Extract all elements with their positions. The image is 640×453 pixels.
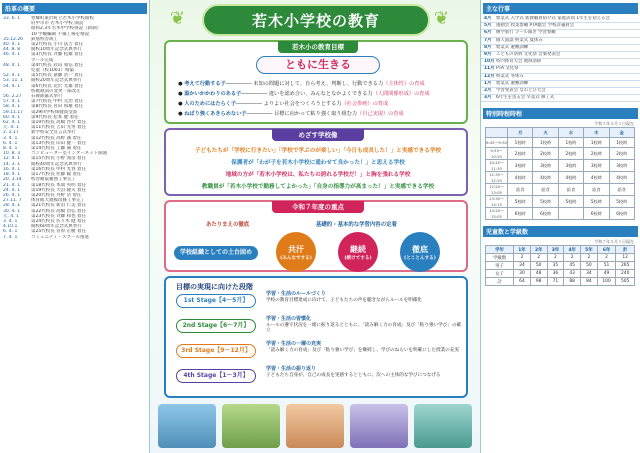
history-date: 20. 3.14	[3, 177, 22, 183]
stage-desc: 「読み解く力の育成」及び「粘り強い学び」を継続し、学びのねらいを明確にした授業の充実	[266, 347, 459, 353]
photo-4	[350, 404, 408, 448]
history-list	[0, 16, 149, 240]
schedule-head-cell: 金	[609, 128, 634, 138]
schedule-cell: 6校時	[533, 208, 558, 220]
schedule-cell: 3校時	[533, 160, 558, 172]
history-date: 27.11. 7	[3, 198, 22, 204]
students-cell: 計	[486, 278, 514, 286]
history-text: 校歌歌詞の変更一部改正	[31, 88, 81, 94]
vision-line: 子どもたちが「学校に行きたい」「学校で学ぶのが楽しい」「今日も成長した！」と実感できる学校	[194, 148, 442, 154]
circle-tettei	[400, 232, 440, 272]
students-table	[485, 245, 635, 286]
education-column	[150, 0, 480, 453]
students-cell: 71	[547, 278, 564, 286]
students-head-cell: 4年	[564, 246, 581, 254]
students-cell: 女子	[486, 270, 514, 278]
event-row	[481, 45, 640, 52]
schedule-cell: 3校時	[508, 160, 533, 172]
schedule-time: 9:35～10:20	[486, 148, 508, 160]
stage-heading: 学習・生活のルールづくり	[266, 291, 326, 297]
schedule-cell: 4校時	[533, 172, 558, 184]
stage-pill: 3rd Stage【9～12月】	[176, 344, 256, 358]
circle-kyokan-sub: (みんなでする)	[280, 255, 312, 261]
history-text: 第2代校長 小川 法吉 着任	[31, 42, 84, 48]
event-month: 8月	[484, 44, 492, 50]
events-heading: 主な行事	[483, 3, 638, 14]
students-head-cell: 3年	[547, 246, 564, 254]
history-date: 58. 4. 1	[3, 104, 21, 110]
history-text: 第19代校長 大沼 隆夫 着任	[31, 187, 87, 193]
event-month: 11月	[484, 66, 495, 72]
stage-pill: 4th Stage【1～3月】	[176, 369, 256, 383]
history-date: 46. 4. 1	[3, 52, 21, 58]
history-text: 第4代校長 武田 義信 着任	[31, 62, 84, 68]
schedule-note: 令和７年４月１日現在	[594, 121, 634, 127]
students-cell: 100	[597, 278, 616, 286]
history-date: 33. 6. 1	[3, 16, 21, 21]
goal-result: （社会参画）の育成	[341, 101, 389, 107]
history-heading: 沿革の概要	[2, 3, 147, 14]
page-title-banner	[202, 4, 430, 36]
stage-box	[164, 276, 468, 398]
history-date: 3. 4. 1	[3, 218, 18, 224]
history-date: 48. 4. 1	[3, 62, 21, 68]
schedule-cell: 5校時	[584, 196, 609, 208]
history-text: コンピューター室インターネット開通	[31, 151, 108, 157]
event-text: 修学旅行 プール開き 学習参観	[496, 30, 556, 36]
schedule-head-cell: 木	[584, 128, 609, 138]
students-cell: 2	[597, 254, 616, 262]
students-cell: 84	[581, 278, 598, 286]
vision-tab: めざす学校像	[272, 129, 364, 141]
history-date: 52. 4. 1	[3, 73, 21, 79]
goal-line: ● ねばり強くあきらめない子――――― 目標に向かって粘り強く取り組む力（自己実現）の育成	[178, 111, 404, 117]
students-cell: 49	[597, 270, 616, 278]
circle-keizoku	[338, 232, 378, 272]
students-cell: 男子	[486, 262, 514, 270]
schedule-cell	[558, 208, 583, 220]
event-text: 始業式 避難訓練	[496, 44, 529, 50]
schedule-cell: 5校時	[609, 196, 634, 208]
history-date: 40. 4. 1	[3, 42, 21, 48]
students-head-cell: 2年	[530, 246, 547, 254]
history-date: 元. 4. 1	[3, 125, 19, 131]
history-text: 第22代校長 高橋 昌弘 着任	[31, 208, 87, 214]
history-text: プール完成	[31, 57, 54, 63]
students-cell: 48	[530, 270, 547, 278]
event-row	[481, 74, 640, 81]
schedule-cell: 給食	[558, 184, 583, 196]
history-date: 57. 4. 1	[3, 99, 21, 105]
history-date: 35.12.26	[3, 36, 24, 42]
history-text: 10 学級編制 不備工場を増設	[31, 31, 90, 37]
schedule-cell: 5校時	[533, 196, 558, 208]
history-date: 60. 4. 1	[3, 114, 21, 120]
history-date: 56. 2.27	[3, 94, 22, 100]
history-text: 府中市市 若木小学校 開設	[31, 21, 84, 27]
info-column	[480, 0, 640, 453]
schedule-head-cell: 水	[558, 128, 583, 138]
history-text: 体育館大規模改修工事完了	[31, 198, 85, 204]
history-text: 第8代校長 宮田 和雄 着任	[31, 104, 84, 110]
schedule-cell: 給食	[584, 184, 609, 196]
event-row	[481, 16, 640, 23]
schedule-cell: 4校時	[584, 172, 609, 184]
schedule-head-cell: 月	[508, 128, 533, 138]
org-bar: 学校組織としての土台固め	[174, 246, 258, 260]
event-text: 個人面談 終業式 夏休み	[496, 37, 543, 43]
history-text: 新学校安全宣言式挙行	[31, 130, 76, 136]
history-date: 12. 4. 1	[3, 156, 21, 162]
students-head-cell: 5年	[581, 246, 598, 254]
circle-tettei-title: 徹底	[412, 244, 428, 254]
stage-text	[266, 367, 462, 378]
schedule-cell: 6校時	[508, 208, 533, 220]
stage-pill: 1st Stage【4～5月】	[176, 294, 256, 308]
history-row	[0, 235, 149, 240]
schedule-cell: 1校時	[584, 138, 609, 148]
history-text: コミュニティ・スクール推進	[31, 234, 89, 240]
event-text: 学習発表会 なわとび大会	[496, 88, 546, 94]
history-date: 54. 4. 1	[3, 83, 21, 89]
schedule-cell: 3校時	[558, 160, 583, 172]
schedule-cell: 3校時	[609, 160, 634, 172]
goal-line: ● 考えて行動する子――――― 未知の問題に対して、自ら考え、判断し、行動できる力（主体性）の育成	[178, 81, 425, 87]
event-row	[481, 88, 640, 95]
event-month: 12月	[484, 73, 495, 79]
goal-result: （主体性）の育成	[383, 81, 425, 87]
schedule-time: 13:30～14:15	[486, 196, 508, 208]
goal-key: ねばり強くあきらめない子	[184, 111, 247, 117]
event-text: 運動会 授業参観 PTA総会 学校評議員会	[496, 23, 575, 29]
event-month: 7月	[484, 37, 492, 43]
students-cell: 265	[616, 262, 635, 270]
history-date: 16. 4. 1	[3, 166, 21, 172]
schedule-cell: 1校時	[508, 138, 533, 148]
circle-keizoku-title: 継続	[350, 244, 366, 254]
circle-kyokan-title: 共汗	[288, 244, 304, 254]
schedule-cell: 3校時	[584, 160, 609, 172]
history-text: 第12代校長 高野 誠 着任	[31, 135, 82, 141]
history-date: 元. 4. 1	[3, 213, 19, 219]
history-text: 第3代校長 斉藤 松雄 着任	[31, 52, 84, 58]
goal-text: ――――― 違いを認め合い、みんなとなかよくできる力	[241, 91, 373, 97]
students-head-cell: 計	[616, 246, 635, 254]
students-cell: 2	[564, 254, 581, 262]
goal-key: 温かいかかわりのある子	[184, 91, 242, 97]
schedule-cell: 1校時	[533, 138, 558, 148]
history-text: 第11代校長 吉田 光男 着任	[31, 125, 87, 131]
history-date: 44. 8. 8	[3, 47, 21, 53]
students-cell: 2	[514, 254, 531, 262]
history-date: 53. 11. 1	[3, 78, 24, 84]
event-row	[481, 38, 640, 45]
goal-text: ――――― よりよい社会をつくろうとする力	[236, 101, 342, 107]
leaf-left-icon: ❦	[170, 8, 186, 29]
history-text: 鉄筋校舎竣工	[31, 36, 58, 42]
schedule-cell: 2校時	[584, 148, 609, 160]
history-text: 豊郷町東沢町立若木小学校開校	[31, 16, 94, 21]
event-text: 校内体育大会 地域清掃	[496, 59, 542, 65]
page-title: 若木小学校の教育	[251, 11, 380, 30]
goal-tab: 若木小の教育目標	[278, 41, 358, 53]
students-cell: 36	[547, 270, 564, 278]
photo-2	[222, 404, 280, 448]
history-text: 第15代校長 小野 義彦 着任	[31, 156, 87, 162]
schedule-cell: 給食	[533, 184, 558, 196]
circle-tettei-sub: (とことんする)	[404, 255, 436, 261]
goal-key: 人のためにはたらく子	[184, 101, 237, 107]
event-row	[481, 81, 640, 88]
photo-5	[414, 404, 472, 448]
students-cell: 51	[597, 262, 616, 270]
schedule-cell: 1校時	[609, 138, 634, 148]
students-cell: 2	[581, 254, 598, 262]
history-text: 第13代校長 山田 健一 着任	[31, 140, 87, 146]
students-heading: 児童数と学級数	[483, 226, 638, 237]
history-text: 校舎耐震補強工事完了	[31, 177, 76, 183]
goal-result: （人間関係形成）の育成	[372, 91, 430, 97]
goal-key: 考えて行動する子	[184, 81, 226, 87]
goal-line: ● 温かいかかわりのある子――――― 違いを認め合い、みんなとなかよくできる力（人間関係形成）の育成	[178, 91, 430, 97]
history-date: 7. 4. 1	[3, 234, 18, 240]
history-date: 4.10.1	[3, 224, 18, 230]
event-month: 9月	[484, 52, 492, 58]
students-cell: 35	[547, 262, 564, 270]
schedule-cell: 6校時	[584, 208, 609, 220]
schedule-cell: 2校時	[558, 148, 583, 160]
students-cell: 34	[581, 270, 598, 278]
focus-tab: 令和７年度の重点	[272, 201, 364, 213]
schedule-cell: 5校時	[508, 196, 533, 208]
students-cell: 12	[616, 254, 635, 262]
schedule-time: 8:45～9:30	[486, 138, 508, 148]
photo-strip	[158, 404, 474, 450]
event-text: こどもの祭典 文化祭 音楽発表会	[496, 52, 561, 58]
history-text: 児童（校1001）増築	[31, 68, 74, 74]
history-date: 8. 4. 1	[3, 146, 18, 152]
goal-line: ● 人のためにはたらく子――――― よりよい社会をつくろうとする力（社会参画）の育成	[178, 101, 389, 107]
event-month: 4月	[484, 16, 492, 21]
schedule-head-cell: 火	[533, 128, 558, 138]
students-cell: 98	[530, 278, 547, 286]
stage-title: 目標の実現に向けた段階	[176, 283, 253, 291]
stage-heading: 学習・生活の一層の充実	[266, 341, 322, 347]
students-cell: 45	[564, 262, 581, 270]
history-date: 6. 4. 1	[3, 229, 18, 235]
vision-line: 地域の方が「若木小学校は、私たちの誇れる学校だ！」と胸を張れる学校	[225, 172, 411, 178]
history-text: 第23代校長 斉藤 和也 着任	[31, 213, 87, 219]
stage-text	[266, 292, 462, 303]
schedule-cell: 6校時	[609, 208, 634, 220]
event-text: 始業式 避難訓練	[496, 80, 529, 86]
history-text: 第10代校長 高橋 啓介 着任	[31, 120, 87, 126]
students-cell: 43	[564, 270, 581, 278]
event-month: 6月	[484, 30, 492, 36]
schedule-time: 12:20～13:05	[486, 184, 508, 196]
history-text: 第21代校長 新沼 仁美 着任	[31, 203, 87, 209]
stage-desc: 学校の教育目標達成に向けて、子どもたちの声を聴きながらルールを明確化	[266, 297, 423, 303]
event-list	[481, 16, 640, 102]
event-month: 1月	[484, 80, 492, 86]
schedule-time: 14:20～15:05	[486, 208, 508, 220]
schedule-cell: 2校時	[508, 148, 533, 160]
history-text: 昭和2.3年若木中学校併設（新制）	[31, 26, 102, 32]
schedule-cell: 4校時	[508, 172, 533, 184]
event-month: 10月	[484, 59, 495, 65]
history-text: 開校60周年記念式典挙行	[31, 224, 82, 230]
students-cell: 240	[616, 270, 635, 278]
schedule-table	[485, 127, 635, 220]
stage-text	[266, 342, 462, 353]
goal-main: ともに生きる	[256, 56, 380, 74]
history-date: 3. 4. 1	[3, 135, 18, 141]
schedule-cell: 4校時	[558, 172, 583, 184]
stage-desc: 子どもたち自身が、自己の成長を実感するとともに、次への主体的な学びにつなげる	[266, 372, 441, 378]
focus-sub-2: 基礎的・基本的な学習内容の定着	[316, 222, 397, 228]
goal-box	[164, 40, 468, 124]
students-head-cell: 6年	[597, 246, 616, 254]
students-head-cell: 学年	[486, 246, 514, 254]
schedule-cell: 5校時	[558, 196, 583, 208]
students-cell: 50	[581, 262, 598, 270]
students-note: 令和７年５月１日現在	[594, 239, 634, 245]
event-row	[481, 66, 640, 73]
history-text: 第7代校長 中村 元治 着任	[31, 99, 84, 105]
history-date: 21. 4. 1	[3, 182, 21, 188]
event-text: 6年生を送る会 卒業式 修了式	[496, 95, 555, 101]
stage-heading: 学習・生活の振り返り	[266, 366, 317, 372]
students-cell: 34	[514, 262, 531, 270]
photo-1	[158, 404, 216, 448]
photo-3	[286, 404, 344, 448]
goal-text: ――――― 目標に向かって粘り強く取り組む力	[246, 111, 358, 117]
event-row	[481, 59, 640, 66]
students-cell: 64	[514, 278, 531, 286]
students-cell: 505	[616, 278, 635, 286]
schedule-time: 10:45～11:30	[486, 160, 508, 172]
focus-box	[164, 200, 468, 272]
goal-text: ――――― 未知の問題に対して、自ら考え、判断し、行動できる力	[225, 81, 384, 87]
event-row	[481, 52, 640, 59]
event-month: 5月	[484, 23, 492, 29]
students-head-cell: 1年	[514, 246, 531, 254]
event-month: 3月	[484, 95, 492, 101]
history-date: 59.11.17	[3, 109, 24, 115]
history-text: 第20代校長 丹野 浩 着任	[31, 192, 82, 198]
schedule-cell: 1校時	[558, 138, 583, 148]
schedule-cell: 給食	[508, 184, 533, 196]
students-cell: 88	[564, 278, 581, 286]
focus-sub-1: あたりまえの徹底	[206, 222, 250, 228]
history-text: 石碑除幕式挙行	[31, 94, 63, 100]
history-date: 28. 4. 1	[3, 203, 21, 209]
students-cell: 学級数	[486, 254, 514, 262]
schedule-time: 11:35～12:20	[486, 172, 508, 184]
history-date: 2. 2.17	[3, 130, 19, 136]
event-text: PTA 文化祭	[496, 66, 519, 72]
event-row	[481, 23, 640, 30]
event-text: 終業式 冬休み	[496, 73, 524, 79]
history-text: 第17代校長 佐藤 聡 着任	[31, 172, 82, 178]
history-text: 第29回学校保健賞受賞	[31, 109, 78, 115]
stage-desc: ルールの遵守状況を一緒に振り返るとともに、「読み解く力の育成」及び「粘り強い学び」の確立	[266, 322, 462, 334]
vision-line: 保護者が「わが子を若木小学校に通わせて良かった！」と思える学校	[231, 160, 405, 166]
history-date: 24. 4. 1	[3, 187, 21, 193]
history-text: 開校10周年記念式典挙行	[31, 47, 82, 53]
students-cell: 2	[547, 254, 564, 262]
history-column	[0, 0, 150, 453]
schedule-head-cell	[486, 128, 508, 138]
goal-result: （自己実現）の育成	[357, 111, 404, 117]
stage-heading: 学習・生活の習慣化	[266, 316, 312, 322]
vision-box	[164, 128, 468, 196]
event-text: 始業式 入学式 新教職員紹介式 家庭訪問 1年生を迎える会	[496, 16, 610, 21]
history-text: 開校20周年記念式典挙行	[31, 78, 82, 84]
history-date: 30. 4. 1	[3, 208, 21, 214]
schedule-cell: 4校時	[609, 172, 634, 184]
students-cell: 50	[530, 262, 547, 270]
students-cell: 30	[514, 270, 531, 278]
circle-kyokan	[276, 232, 316, 272]
history-text: 第25代校長 菅原 正樹 着任	[31, 229, 87, 235]
schedule-heading: 特別時程時程	[483, 108, 638, 119]
history-date: 14. 3. 1	[3, 161, 21, 167]
event-month: 2月	[484, 88, 492, 94]
history-date: 62. 4. 1	[3, 120, 21, 126]
history-date: 10. 8. 3	[3, 151, 21, 157]
schedule-cell: 2校時	[533, 148, 558, 160]
students-cell: 2	[530, 254, 547, 262]
schedule-cell: 2校時	[609, 148, 634, 160]
leaf-right-icon: ❦	[434, 8, 450, 29]
stage-text	[266, 317, 462, 334]
history-date: 18. 4. 1	[3, 172, 21, 178]
stage-pill: 2nd Stage【6～7月】	[176, 319, 256, 333]
history-text: 第16代校長 中村 光春 着任	[31, 166, 87, 172]
history-text: 第18代校長 本間 英明 着任	[31, 182, 87, 188]
history-text: 第14代校長 工藤 満 着任	[31, 146, 82, 152]
circle-keizoku-sub: (続けてする)	[344, 255, 372, 261]
history-text: 第9代校長 松本 健 着任	[31, 114, 79, 120]
history-text: 開校40周年記念式典挙行	[31, 161, 82, 167]
event-row	[481, 95, 640, 102]
history-text: 第5代校長 嘉藤 浩一 着任	[31, 73, 84, 79]
history-text: 第6代校長 北沢 光雄 着任	[31, 83, 84, 89]
history-date: 26. 4. 1	[3, 192, 21, 198]
schedule-cell: 給食	[609, 184, 634, 196]
history-date: 6. 4. 1	[3, 140, 18, 146]
vision-line: 教職員が「若木小学校で勤務してよかった」「自身の指導力が高まった！」と実感できる学校	[201, 184, 435, 190]
event-row	[481, 30, 640, 37]
history-text: 第24代校長 佐々木 健 着任	[31, 218, 87, 224]
